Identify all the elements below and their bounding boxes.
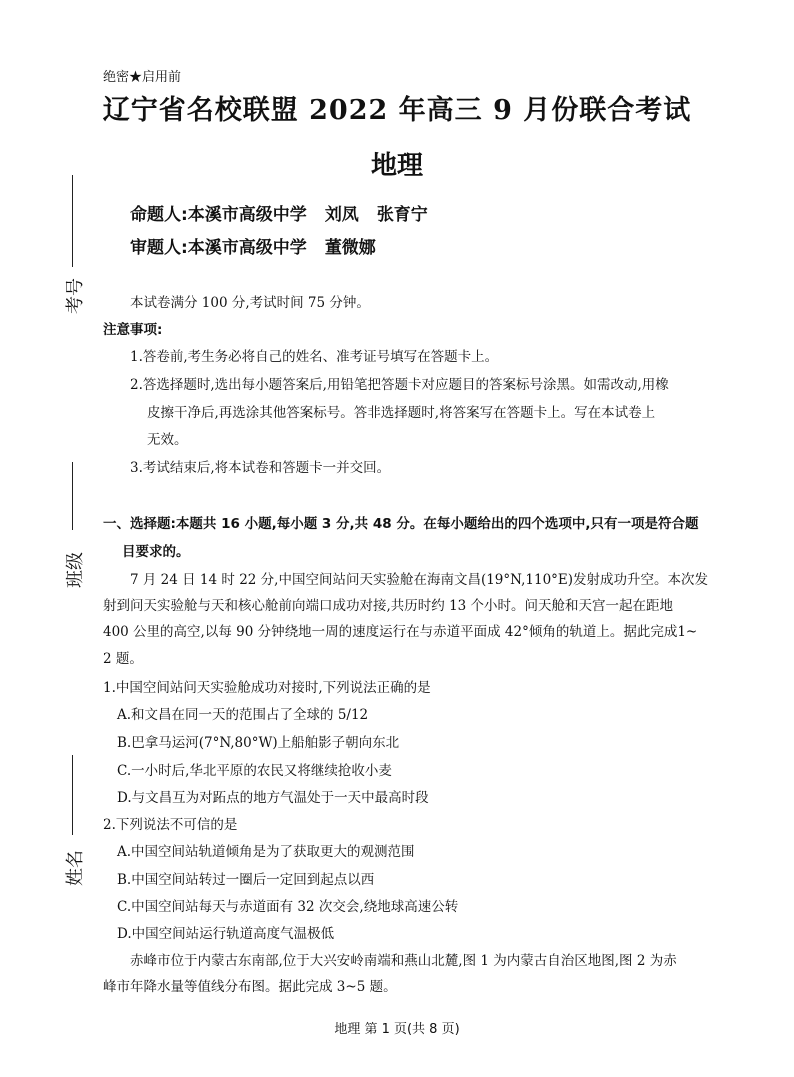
reviewer-name: 董微娜 xyxy=(324,238,376,258)
question-2-option-c: C.中国空间站每天与赤道面有 32 次交会,绕地球高速公转 xyxy=(117,899,459,915)
question-2-option-d: D.中国空间站运行轨道高度气温极低 xyxy=(117,926,335,942)
question-1-option-d: D.与文昌互为对跖点的地方气温处于一天中最高时段 xyxy=(117,790,429,806)
notice-title: 注意事项: xyxy=(103,322,163,338)
question-1-option-c: C.一小时后,华北平原的农民又将继续抢收小麦 xyxy=(117,763,392,779)
name-label: 姓名 xyxy=(65,850,86,886)
passage-1-line-3: 400 公里的高空,以每 90 分钟绕地一周的速度运行在与赤道平面成 42°倾角的轨道上。据此完成1~ xyxy=(103,624,698,640)
reviewer-line xyxy=(130,233,376,258)
section-heading-cont: 目要求的。 xyxy=(122,544,190,560)
passage-1-line-1: 7 月 24 日 14 时 22 分,中国空间站问天实验舱在海南文昌(19°N,110°E)发射成功升空。本次发 xyxy=(130,572,709,588)
score-info: 本试卷满分 100 分,考试时间 75 分钟。 xyxy=(130,295,370,311)
notice-item-1: 1.答卷前,考生务必将自己的姓名、准考证号填写在答题卡上。 xyxy=(130,349,499,365)
question-1-option-a: A.和文昌在同一天的范围占了全球的 5/12 xyxy=(117,707,369,723)
subject-title: 地理 xyxy=(370,151,423,181)
page-footer: 地理 第 1 页(共 8 页) xyxy=(334,1022,460,1037)
class-field xyxy=(50,462,86,602)
confidential-mark: 绝密★启用前 xyxy=(103,70,182,85)
reviewer-school: 审题人:本溪市高级中学 xyxy=(130,238,307,258)
section-heading: 一、选择题:本题共 16 小题,每小题 3 分,共 48 分。在每小题给出的四个选项中,只有一项是符合题 xyxy=(103,516,699,532)
exam-title: 辽宁省名校联盟 2022 年高三 9 月份联合考试 xyxy=(102,95,692,126)
exam-no-field xyxy=(50,175,86,325)
name-line xyxy=(72,755,73,835)
exam-no-label: 考号 xyxy=(65,278,86,314)
question-1-option-b: B.巴拿马运河(7°N,80°W)上船舶影子朝向东北 xyxy=(117,735,400,751)
class-line xyxy=(72,462,73,530)
question-2-option-a: A.中国空间站轨道倾角是为了获取更大的观测范围 xyxy=(117,844,415,860)
class-label: 班级 xyxy=(65,552,86,588)
passage-1-line-4: 2 题。 xyxy=(103,651,143,667)
notice-item-2-end: 无效。 xyxy=(147,432,188,448)
notice-item-2-cont: 皮擦干净后,再选涂其他答案标号。答非选择题时,将答案写在答题卡上。写在本试卷上 xyxy=(147,405,656,421)
question-2-option-b: B.中国空间站转过一圈后一定回到起点以西 xyxy=(117,872,375,888)
notice-item-3: 3.考试结束后,将本试卷和答题卡一并交回。 xyxy=(130,460,391,476)
notice-item-2: 2.答选择题时,选出每小题答案后,用铅笔把答题卡对应题目的答案标号涂黑。如需改动,用橡 xyxy=(130,377,669,393)
author-name-1: 刘凤 xyxy=(324,205,359,225)
passage-2-line-1: 赤峰市位于内蒙古东南部,位于大兴安岭南端和燕山北麓,图 1 为内蒙古自治区地图,图 2 为赤 xyxy=(130,953,677,969)
question-1-stem: 1.中国空间站问天实验舱成功对接时,下列说法正确的是 xyxy=(103,680,431,696)
exam-no-line xyxy=(72,175,73,267)
author-line xyxy=(130,200,428,225)
passage-1-line-2: 射到问天实验舱与天和核心舱前向端口成功对接,共历时约 13 个小时。问天舱和天宫一起在距地 xyxy=(103,598,674,614)
question-2-stem: 2.下列说法不可信的是 xyxy=(103,817,238,833)
author-school: 命题人:本溪市高级中学 xyxy=(130,205,307,225)
name-field xyxy=(50,755,86,905)
passage-2-line-2: 峰市年降水量等值线分布图。据此完成 3~5 题。 xyxy=(103,979,397,995)
author-name-2: 张育宁 xyxy=(376,205,428,225)
